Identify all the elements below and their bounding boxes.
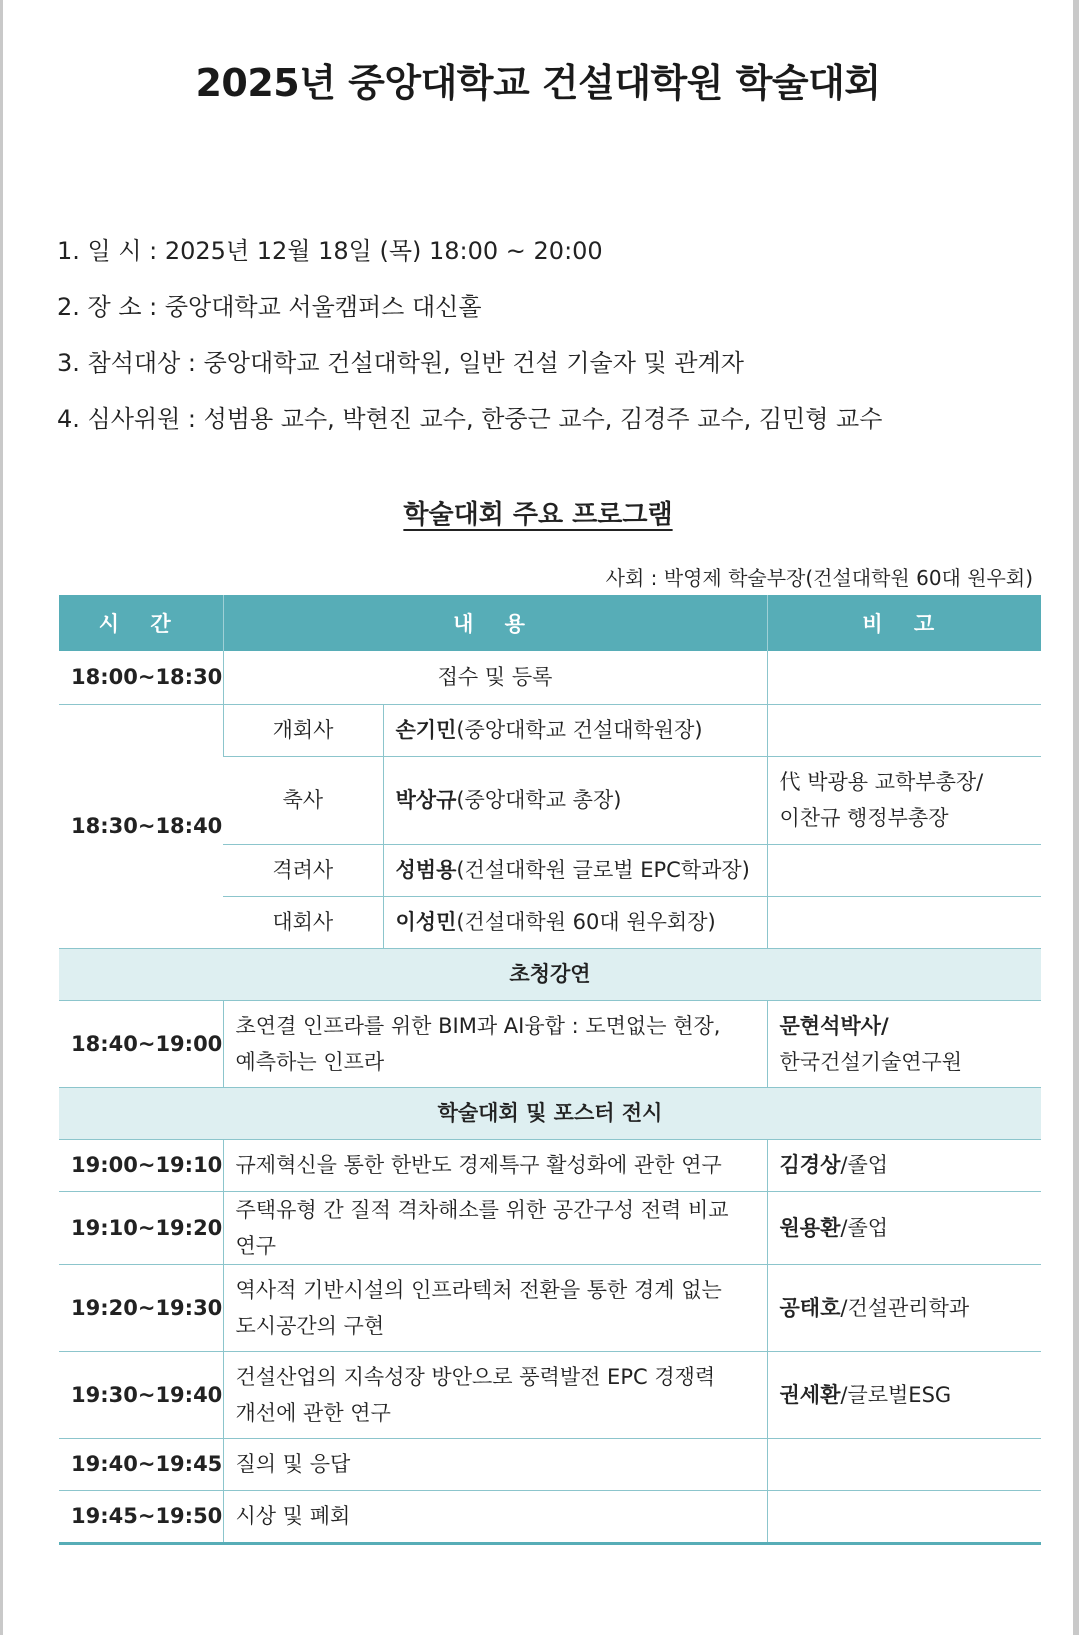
speaker-name: 박상규 — [395, 788, 457, 812]
speaker-detail: (건설대학원 60대 원우회장) — [456, 910, 716, 934]
note-cell — [767, 1139, 1041, 1191]
content-line: 역사적 기반시설의 인프라텍처 전환을 통한 경계 없는 — [235, 1277, 722, 1302]
section-row — [59, 1087, 1041, 1139]
speaker-detail: (중앙대학교 건설대학원장) — [456, 718, 703, 742]
role-cell: 대회사 — [223, 896, 383, 948]
note-cell — [767, 1490, 1041, 1543]
note-cell — [767, 704, 1041, 756]
content-cell — [223, 1000, 767, 1087]
content-line: 예측하는 인프라 — [235, 1049, 385, 1074]
document-title: 2025년 중앙대학교 건설대학원 학술대회 — [195, 61, 881, 105]
keynote-org: 한국건설기술연구원 — [779, 1049, 963, 1074]
content-cell: 규제혁신을 통한 한반도 경제특구 활성화에 관한 연구 — [223, 1139, 767, 1191]
speaker-cell — [383, 756, 767, 844]
table-row — [59, 1264, 1041, 1351]
presenter-name: 김경상 — [779, 1153, 841, 1177]
speaker-name: 이성민 — [395, 910, 457, 934]
note-cell — [767, 896, 1041, 948]
table-row — [59, 1139, 1041, 1191]
content-cell — [223, 1351, 767, 1438]
note-cell — [767, 844, 1041, 896]
presenter-affiliation: /건설관리학과 — [840, 1295, 970, 1320]
section-keynote: 초청강연 — [59, 948, 1041, 1000]
event-info — [57, 236, 882, 460]
section-row — [59, 948, 1041, 1000]
header-content: 내 용 — [223, 595, 767, 651]
role-cell: 격려사 — [223, 844, 383, 896]
note-cell — [767, 1351, 1041, 1438]
content-line: 도시공간의 구현 — [235, 1313, 385, 1338]
info-datetime: 1. 일 시 : 2025년 12월 18일 (목) 18:00 ~ 20:00 — [57, 237, 603, 265]
content-cell: 질의 및 응답 — [223, 1438, 767, 1490]
speaker-name: 성범용 — [395, 858, 457, 882]
presenter-name: 권세환 — [779, 1382, 841, 1407]
speaker-cell — [383, 896, 767, 948]
table-row — [59, 704, 1041, 756]
table-row — [59, 651, 1041, 704]
note-cell — [767, 756, 1041, 844]
table-header-row — [59, 595, 1041, 651]
content-cell: 주택유형 간 질적 격차해소를 위한 공간구성 전력 비교 연구 — [223, 1191, 767, 1264]
info-venue: 2. 장 소 : 중앙대학교 서울캠퍼스 대신홀 — [57, 293, 482, 321]
presenter-name: 공태호 — [779, 1295, 841, 1320]
note-cell — [767, 1438, 1041, 1490]
time-cell: 18:00~18:30 — [59, 651, 223, 704]
time-cell: 19:45~19:50 — [59, 1490, 223, 1543]
speaker-detail: (건설대학원 글로벌 EPC학과장) — [456, 858, 750, 882]
time-cell: 18:30~18:40 — [59, 704, 223, 948]
info-judges: 4. 심사위원 : 성범용 교수, 박현진 교수, 한중근 교수, 김경주 교수, 김민형 교수 — [57, 405, 883, 433]
content-cell: 시상 및 폐회 — [223, 1490, 767, 1543]
time-cell: 19:30~19:40 — [59, 1351, 223, 1438]
note-cell — [767, 651, 1041, 704]
content-cell — [223, 1264, 767, 1351]
table-row — [59, 1438, 1041, 1490]
time-cell: 18:40~19:00 — [59, 1000, 223, 1087]
role-cell: 축사 — [223, 756, 383, 844]
host-line: 사회 : 박영제 학술부장(건설대학원 60대 원우회) — [605, 566, 1033, 590]
table-row — [59, 1490, 1041, 1543]
note-line: 代 박광용 교학부총장/ — [779, 770, 984, 794]
presenter-name: 원용환 — [779, 1215, 841, 1240]
content-cell: 접수 및 등록 — [223, 651, 767, 704]
speaker-cell — [383, 704, 767, 756]
speaker-cell — [383, 844, 767, 896]
time-cell: 19:00~19:10 — [59, 1139, 223, 1191]
program-title: 학술대회 주요 프로그램 — [403, 500, 673, 530]
note-cell — [767, 1264, 1041, 1351]
content-line: 초연결 인프라를 위한 BIM과 AI융합 : 도면없는 현장, — [235, 1013, 721, 1038]
section-presentations: 학술대회 및 포스터 전시 — [59, 1087, 1041, 1139]
presenter-affiliation: /졸업 — [840, 1153, 889, 1177]
note-cell — [767, 1000, 1041, 1087]
content-line: 개선에 관한 연구 — [235, 1400, 391, 1425]
time-cell: 19:10~19:20 — [59, 1191, 223, 1264]
presenter-affiliation: /졸업 — [840, 1215, 889, 1240]
header-time: 시 간 — [59, 595, 223, 651]
info-attendees: 3. 참석대상 : 중앙대학교 건설대학원, 일반 건설 기술자 및 관계자 — [57, 349, 744, 377]
note-cell — [767, 1191, 1041, 1264]
speaker-name: 손기민 — [395, 718, 457, 742]
header-note: 비 고 — [767, 595, 1041, 651]
table-row — [59, 1000, 1041, 1087]
table-row — [59, 1351, 1041, 1438]
table-row — [59, 1191, 1041, 1264]
speaker-detail: (중앙대학교 총장) — [456, 788, 622, 812]
time-cell: 19:40~19:45 — [59, 1438, 223, 1490]
content-line: 건설산업의 지속성장 방안으로 풍력발전 EPC 경쟁력 — [235, 1364, 716, 1389]
presenter-affiliation: /글로벌ESG — [840, 1382, 952, 1407]
time-cell: 19:20~19:30 — [59, 1264, 223, 1351]
program-table — [59, 595, 1041, 1545]
role-cell: 개회사 — [223, 704, 383, 756]
note-line: 이찬규 행정부총장 — [779, 806, 949, 830]
keynote-speaker: 문현석박사/ — [779, 1013, 889, 1038]
